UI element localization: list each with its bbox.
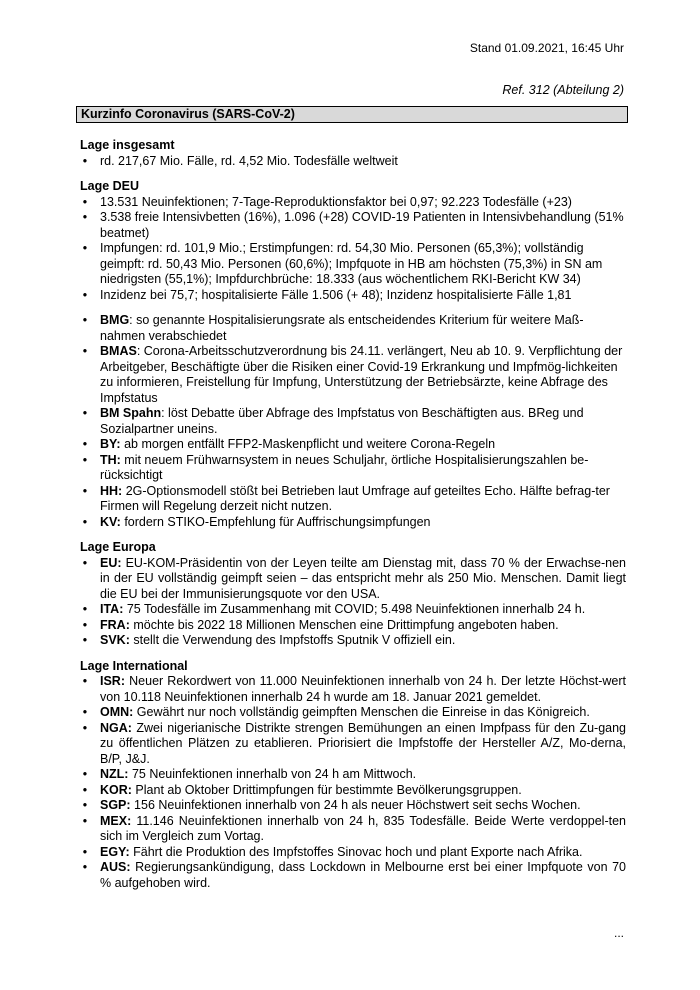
bullet-icon: •: [82, 602, 88, 616]
bullet-icon: •: [82, 798, 88, 812]
list-lage-insgesamt: [80, 154, 626, 170]
list-item: • EGY: Fährt die Produktion des Impfstoffes Sinovac hoch und plant Exporte nach Afrika.: [80, 845, 626, 861]
bullet-icon: •: [82, 241, 88, 255]
bullet-icon: •: [82, 720, 88, 735]
bullet-icon: •: [82, 705, 88, 719]
list-item: • SVK: stellt die Verwendung des Impfstoffs Sputnik V offiziell ein.: [80, 633, 626, 649]
bullet-icon: •: [82, 674, 88, 688]
bullet-icon: •: [82, 287, 88, 302]
bullet-icon: •: [82, 844, 88, 859]
continuation-marker: ...: [613, 926, 624, 940]
document-body: [80, 138, 626, 891]
heading-lage-international: Lage International: [80, 658, 188, 673]
list-lage-deu-figures: [80, 195, 626, 304]
bullet-icon: •: [82, 210, 88, 224]
list-lage-deu-actors: [80, 313, 626, 530]
list-lage-europa: [80, 556, 626, 649]
list-item: • ISR: Neuer Rekordwert von 11.000 Neuinfektionen innerhalb von 24 h. Der letzte Höchst-wert von 10.118 Neuinfektionen innerhalb 24 h wurde am 18. Januar 2021 gemeldet.: [80, 674, 626, 705]
bullet-icon: •: [82, 452, 88, 467]
bullet-icon: •: [82, 617, 88, 632]
list-item: • 3.538 freie Intensivbetten (16%), 1.096 (+28) COVID-19 Patienten in Intensivbehandlung (51% beatmet): [80, 210, 626, 241]
list-item: • EU: EU-KOM-Präsidentin von der Leyen teilte am Dienstag mit, dass 70 % der Erwachse-nen in der EU vollständig geimpft seien – das entspricht mehr als 250 Mio. Menschen. Damit liegt die EU bei der Immunisierungsquote vor den USA.: [80, 556, 626, 603]
list-item: • KV: fordern STIKO-Empfehlung für Auffrischungsimpfungen: [80, 515, 626, 531]
list-item: • SGP: 156 Neuinfektionen innerhalb von 24 h als neuer Höchstwert seit sechs Wochen.: [80, 798, 626, 814]
bullet-icon: •: [82, 194, 88, 209]
bullet-icon: •: [82, 313, 88, 327]
list-item: • KOR: Plant ab Oktober Drittimpfungen für bestimmte Bevölkerungsgruppen.: [80, 783, 626, 799]
list-item: • BMAS: Corona-Arbeitsschutzverordnung bis 24.11. verlängert, Neu ab 10. 9. Verpflichtung der Arbeitgeber, Beschäftigte über die Risiken einer Covid-19 Erkrankung und Impfmög-lichkeiten zu informieren, Freistellung für Impfung, Unterstützung der Betriebsärzte, keine Abfrage des Impfstatus: [80, 344, 626, 406]
list-item: • BMG: so genannte Hospitalisierungsrate als entscheidendes Kriterium für weitere Maß-nahmen verabschiedet: [80, 313, 626, 344]
heading-lage-insgesamt: Lage insgesamt: [80, 138, 175, 152]
document-title: Kurzinfo Coronavirus (SARS-CoV-2): [76, 106, 628, 123]
bullet-icon: •: [82, 514, 88, 529]
status-date: Stand 01.09.2021, 16:45 Uhr: [469, 41, 624, 55]
list-item: • 13.531 Neuinfektionen; 7-Tage-Reproduktionsfaktor bei 0,97; 92.223 Todesfälle (+23): [80, 195, 626, 211]
bullet-icon: •: [82, 344, 88, 358]
list-item: • Impfungen: rd. 101,9 Mio.; Erstimpfungen: rd. 54,30 Mio. Personen (65,3%); vollständig geimpft: rd. 50,43 Mio. Personen (60,6%); Impfquote in HB am höchsten (75,3%) in SN am niedrigsten (55,1%); Impfdurchbrüche: 18.333 (aus wöchentlichem RKI-Bericht KW 34): [80, 241, 626, 288]
bullet-icon: •: [82, 633, 88, 647]
bullet-icon: •: [82, 813, 88, 828]
list-lage-international: [80, 674, 626, 891]
list-item: • OMN: Gewährt nur noch vollständig geimpften Menschen die Einreise in das Königreich.: [80, 705, 626, 721]
list-item: • HH: 2G-Optionsmodell stößt bei Betrieben laut Umfrage auf geteiltes Echo. Hälfte befrag-ter Firmen will Regelung derzeit nicht nutzen.: [80, 484, 626, 515]
list-item: • BY: ab morgen entfällt FFP2-Maskenpflicht und weitere Corona-Regeln: [80, 437, 626, 453]
heading-lage-europa: Lage Europa: [80, 540, 156, 554]
bullet-icon: •: [82, 437, 88, 451]
bullet-icon: •: [82, 767, 88, 781]
bullet-icon: •: [82, 860, 88, 874]
list-item: • AUS: Regierungsankündigung, dass Lockdown in Melbourne erst bei einer Impfquote von 70 % aufgehoben wird.: [80, 860, 626, 891]
bullet-icon: •: [82, 153, 88, 168]
reference-line: Ref. 312 (Abteilung 2): [502, 83, 624, 97]
bullet-icon: •: [82, 782, 88, 797]
list-item: • ITA: 75 Todesfälle im Zusammenhang mit COVID; 5.498 Neuinfektionen innerhalb 24 h.: [80, 602, 626, 618]
list-item: • BM Spahn: löst Debatte über Abfrage des Impfstatus von Beschäftigten aus. BReg und Sozialpartner uneins.: [80, 406, 626, 437]
bullet-icon: •: [82, 406, 88, 420]
list-item: • NGA: Zwei nigerianische Distrikte strengen Bemühungen an einen Impfpass für den Zu-gang zu öffentlichen Plätzen zu etablieren. Priorisiert die Impfstoffe der Hersteller A/Z, Mo-derna, B/P, J&J.: [80, 721, 626, 768]
list-item: • FRA: möchte bis 2022 18 Millionen Menschen eine Drittimpfung angeboten haben.: [80, 618, 626, 634]
list-item: • NZL: 75 Neuinfektionen innerhalb von 24 h am Mittwoch.: [80, 767, 626, 783]
bullet-icon: •: [82, 555, 88, 570]
bullet-icon: •: [82, 483, 88, 498]
list-item: • rd. 217,67 Mio. Fälle, rd. 4,52 Mio. Todesfälle weltweit: [80, 154, 626, 170]
list-item: • MEX: 11.146 Neuinfektionen innerhalb von 24 h, 835 Todesfälle. Beide Werte verdoppel-ten sich im Vergleich zum Vortag.: [80, 814, 626, 845]
list-item: • TH: mit neuem Frühwarnsystem in neues Schuljahr, örtliche Hospitalisierungszahlen be-rücksichtigt: [80, 453, 626, 484]
list-item: • Inzidenz bei 75,7; hospitalisierte Fälle 1.506 (+ 48); Inzidenz hospitalisierte Fälle 1,81: [80, 288, 626, 304]
heading-lage-deu: Lage DEU: [80, 179, 140, 193]
